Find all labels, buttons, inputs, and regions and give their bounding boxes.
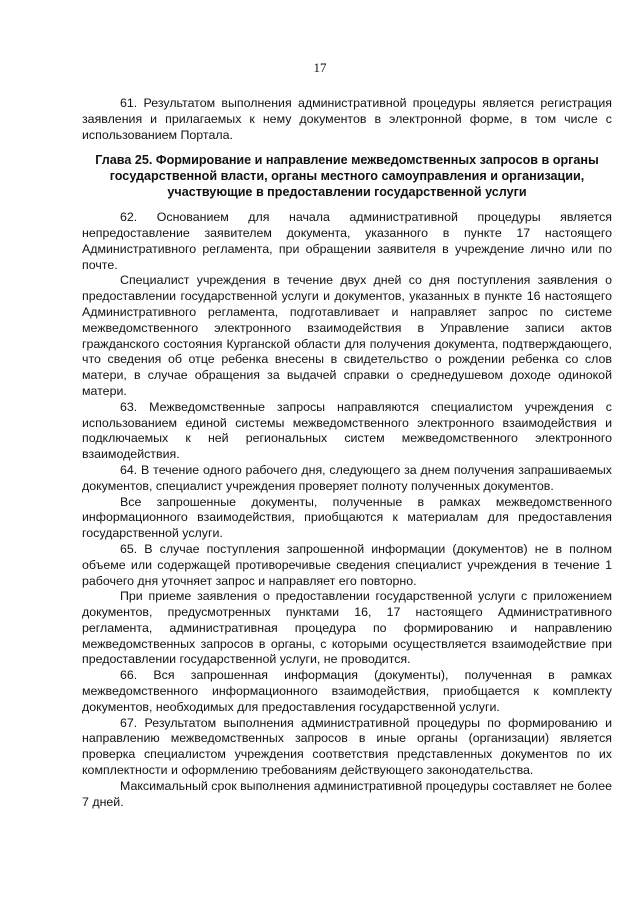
paragraph-67: 67. Результатом выполнения административной процедуры по формированию и направлению межведомственных запросов в иные органы (организации) является проверка специалистом учреждения соответствия представленных документов по их комплектности и оформлению требованиям действующего законодательства. (82, 715, 612, 778)
paragraph-66: 66. Вся запрошенная информация (документы), полученная в рамках межведомственного информационного взаимодействия, приобщается к комплекту документов, необходимых для предоставления государственной услуги. (82, 668, 612, 714)
chapter-heading: Глава 25. Формирование и направление межведомственных запросов в органы государственной власти, органы местного самоуправления и организации, участвующие в предоставлении государственной услуги (95, 153, 599, 199)
paragraph-65: 65. В случае поступления запрошенной информации (документов) не в полном объеме или содержащей противоречивые сведения специалист учреждения в течение 1 рабочего дня уточняет запрос и направляет его повторно. (82, 541, 612, 588)
paragraph-62: 62. Основанием для начала административной процедуры является непредоставление заявителем документа, указанного в пункте 17 настоящего Административного регламента, при обращении заявителя в учреждение лично или по почте. (82, 210, 612, 272)
paragraph-64: 64. В течение одного рабочего дня, следующего за днем получения запрашиваемых документов, специалист учреждения проверяет полноту полученных документов. (82, 462, 612, 493)
paragraph-65-application: При приеме заявления о предоставлении государственной услуги с приложением документов, предусмотренных пунктами 16, 17 настоящего Административного регламента, административная процедура по формированию и направлению межведомственных запросов в органы, с которыми осуществляется взаимодействие при предоставлении государственной услуги, не проводится. (82, 589, 612, 667)
paragraph-64-documents: Все запрошенные документы, полученные в рамках межведомственного информационного взаимодействия, приобщаются к материалам для предоставления государственной услуги. (82, 494, 612, 541)
paragraph-67-deadline: Максимальный срок выполнения административной процедуры составляет не более 7 дней. (82, 778, 612, 809)
paragraph-63: 63. Межведомственные запросы направляются специалистом учреждения с использованием единой системы межведомственного электронного взаимодействия и подключаемых к ней региональных систем межведомственного электронного взаимодействия. (82, 399, 612, 462)
document-body (82, 96, 612, 810)
page-number: 17 (313, 60, 327, 75)
paragraph-61: 61. Результатом выполнения административной процедуры является регистрация заявления и прилагаемых к нему документов в электронной форме, в том числе с использованием Портала. (82, 96, 612, 142)
paragraph-62-specialist: Специалист учреждения в течение двух дней со дня поступления заявления о предоставлении государственной услуги и документов, указанных в пункте 16 настоящего Административного регламента, подготавливает и направляет запрос по системе межведомственного электронного взаимодействия в Управление записи актов гражданского состояния Курганской области для получения документа, подтверждающего, что сведения об отце ребенка внесены в свидетельство о рождении ребенка со слов матери, в случае обращения за выдачей справки о среднедушевом доходе одинокой матери. (82, 273, 612, 398)
